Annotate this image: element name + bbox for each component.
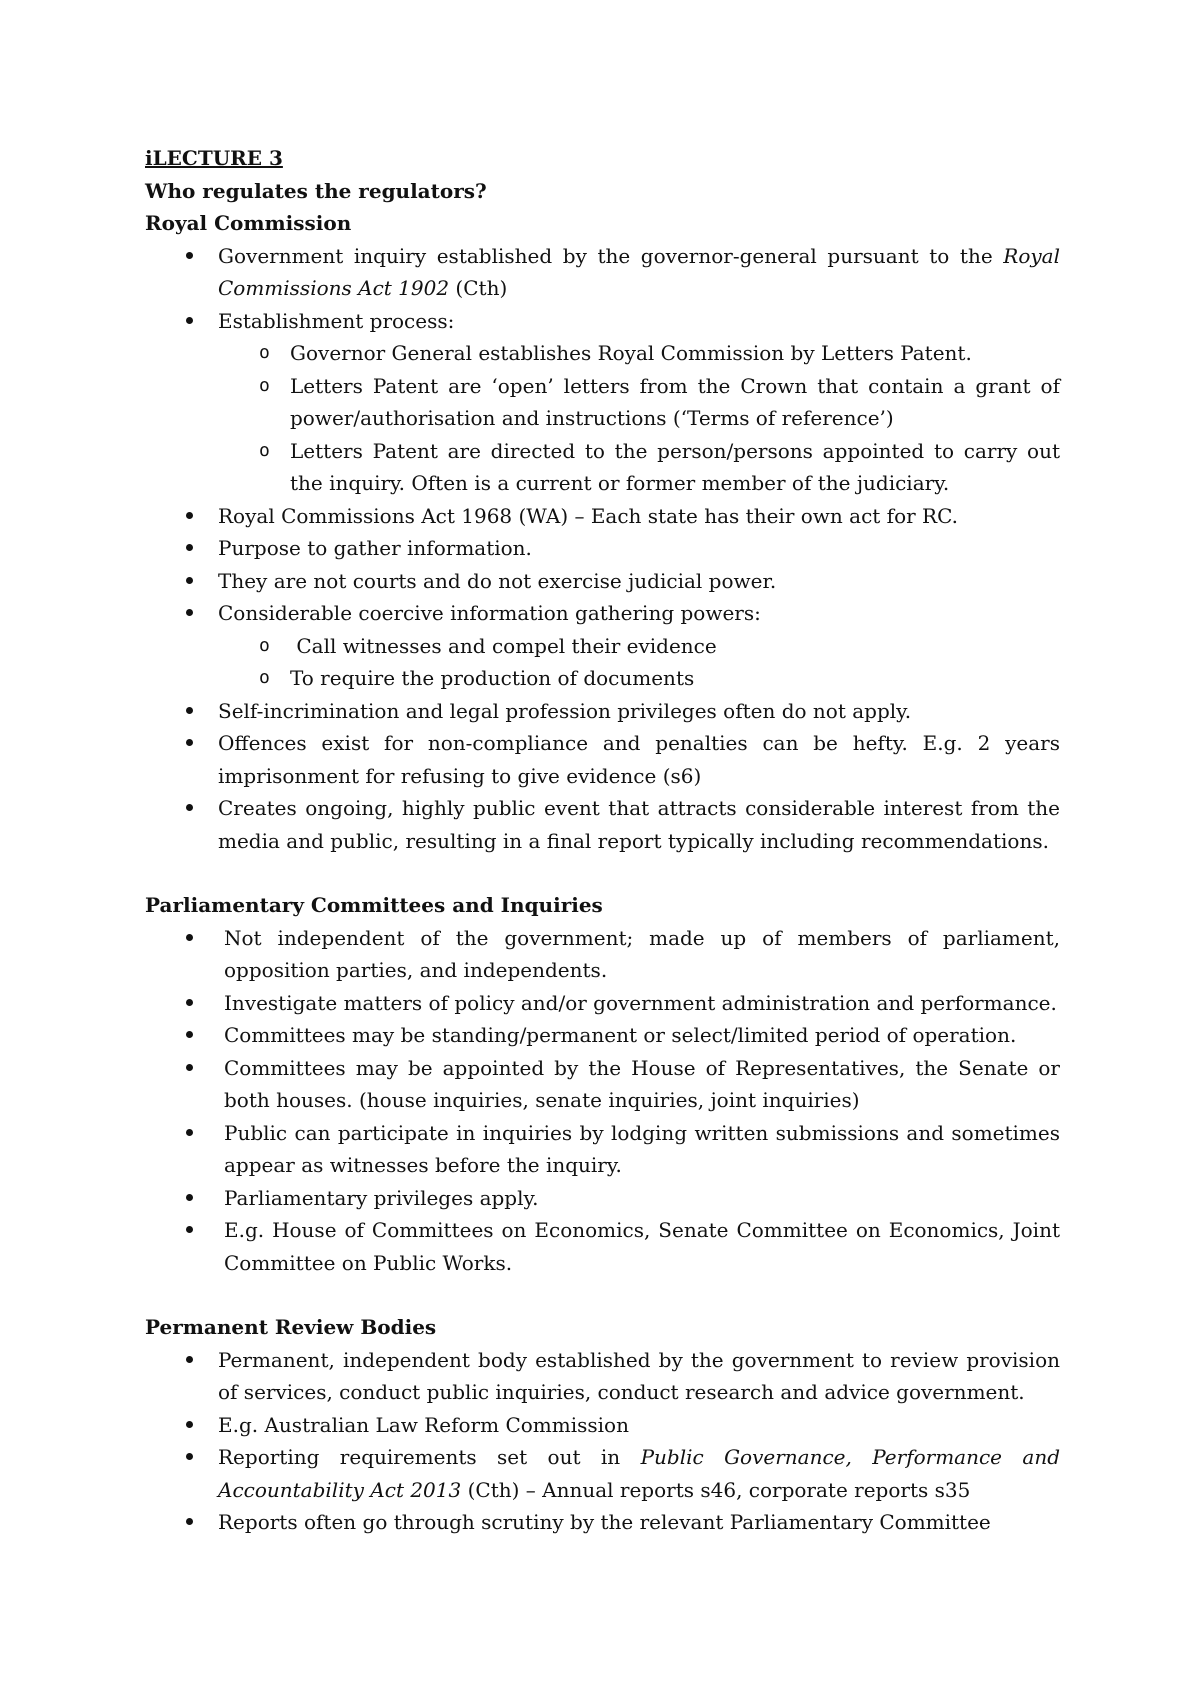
list-item: E.g. Australian Law Reform Commission	[145, 1409, 1060, 1442]
sub-list-item: o Call witnesses and compel their evidence	[145, 630, 1060, 663]
permanent-review-list	[145, 1344, 1060, 1539]
sub-list	[218, 337, 1060, 500]
list-item: Public can participate in inquiries by lodging written submissions and sometimes appear as witnesses before the inquiry.	[145, 1117, 1060, 1182]
list-item: Government inquiry established by the governor-general pursuant to the Royal Commissions Act 1902 (Cth)	[145, 240, 1060, 305]
section-heading-permanent-review: Permanent Review Bodies	[145, 1315, 437, 1339]
list-item: Investigate matters of policy and/or government administration and performance.	[145, 987, 1060, 1020]
list-item: Committees may be appointed by the House of Representatives, the Senate or both houses. (house inquiries, senate inquiries, joint inquiries)	[145, 1052, 1060, 1117]
list-item: Purpose to gather information.	[145, 532, 1060, 565]
list-item: Considerable coercive information gathering powers: o Call witnesses and compel their evidence o To require the production of documents	[145, 597, 1060, 695]
section-spacer	[145, 857, 1060, 889]
sub-list	[218, 630, 1060, 695]
list-item: Not independent of the government; made up of members of parliament, opposition parties, and independents.	[145, 922, 1060, 987]
section-parliamentary	[145, 889, 1060, 1279]
document-page	[145, 142, 1060, 1539]
section-heading-parliamentary: Parliamentary Committees and Inquiries	[145, 893, 603, 917]
list-item: Offences exist for non-compliance and penalties can be hefty. E.g. 2 years imprisonment for refusing to give evidence (s6)	[145, 727, 1060, 792]
page-subtitle: Who regulates the regulators?	[145, 178, 487, 203]
page-title: iLECTURE 3	[145, 146, 283, 170]
section-spacer	[145, 1279, 1060, 1311]
sub-list-item: o Letters Patent are directed to the person/persons appointed to carry out the inquiry. Often is a current or former member of the judiciary.	[145, 435, 1060, 500]
list-item: Committees may be standing/permanent or select/limited period of operation.	[145, 1019, 1060, 1052]
list-item: Royal Commissions Act 1968 (WA) – Each state has their own act for RC.	[145, 500, 1060, 533]
list-item: E.g. House of Committees on Economics, Senate Committee on Economics, Joint Committee on Public Works.	[145, 1214, 1060, 1279]
sub-list-item: o Governor General establishes Royal Commission by Letters Patent.	[145, 337, 1060, 370]
royal-commission-list	[145, 240, 1060, 858]
list-item: Reporting requirements set out in Public Governance, Performance and Accountability Act 2013 (Cth) – Annual reports s46, corporate reports s35	[145, 1441, 1060, 1506]
list-item: Self-incrimination and legal profession privileges often do not apply.	[145, 695, 1060, 728]
list-item: Reports often go through scrutiny by the relevant Parliamentary Committee	[145, 1506, 1060, 1539]
list-item: They are not courts and do not exercise judicial power.	[145, 565, 1060, 598]
list-item: Parliamentary privileges apply.	[145, 1182, 1060, 1215]
parliamentary-list	[145, 922, 1060, 1280]
list-item: Establishment process: o Governor General establishes Royal Commission by Letters Patent. o Letters Patent are ‘open’ letters from the Crown that contain a grant of power/authorisation and instructions (‘Terms of reference’) o Letters Patent are directed to the person/persons appointed to carry out the inquiry. Often is a current or former member of the judiciary.	[145, 305, 1060, 500]
sub-list-item: o To require the production of documents	[145, 662, 1060, 695]
sub-list-item: o Letters Patent are ‘open’ letters from the Crown that contain a grant of power/authorisation and instructions (‘Terms of reference’)	[145, 370, 1060, 435]
list-item: Permanent, independent body established by the government to review provision of services, conduct public inquiries, conduct research and advice government.	[145, 1344, 1060, 1409]
section-heading-royal-commission: Royal Commission	[145, 211, 352, 235]
list-item: Creates ongoing, highly public event that attracts considerable interest from the media and public, resulting in a final report typically including recommendations.	[145, 792, 1060, 857]
